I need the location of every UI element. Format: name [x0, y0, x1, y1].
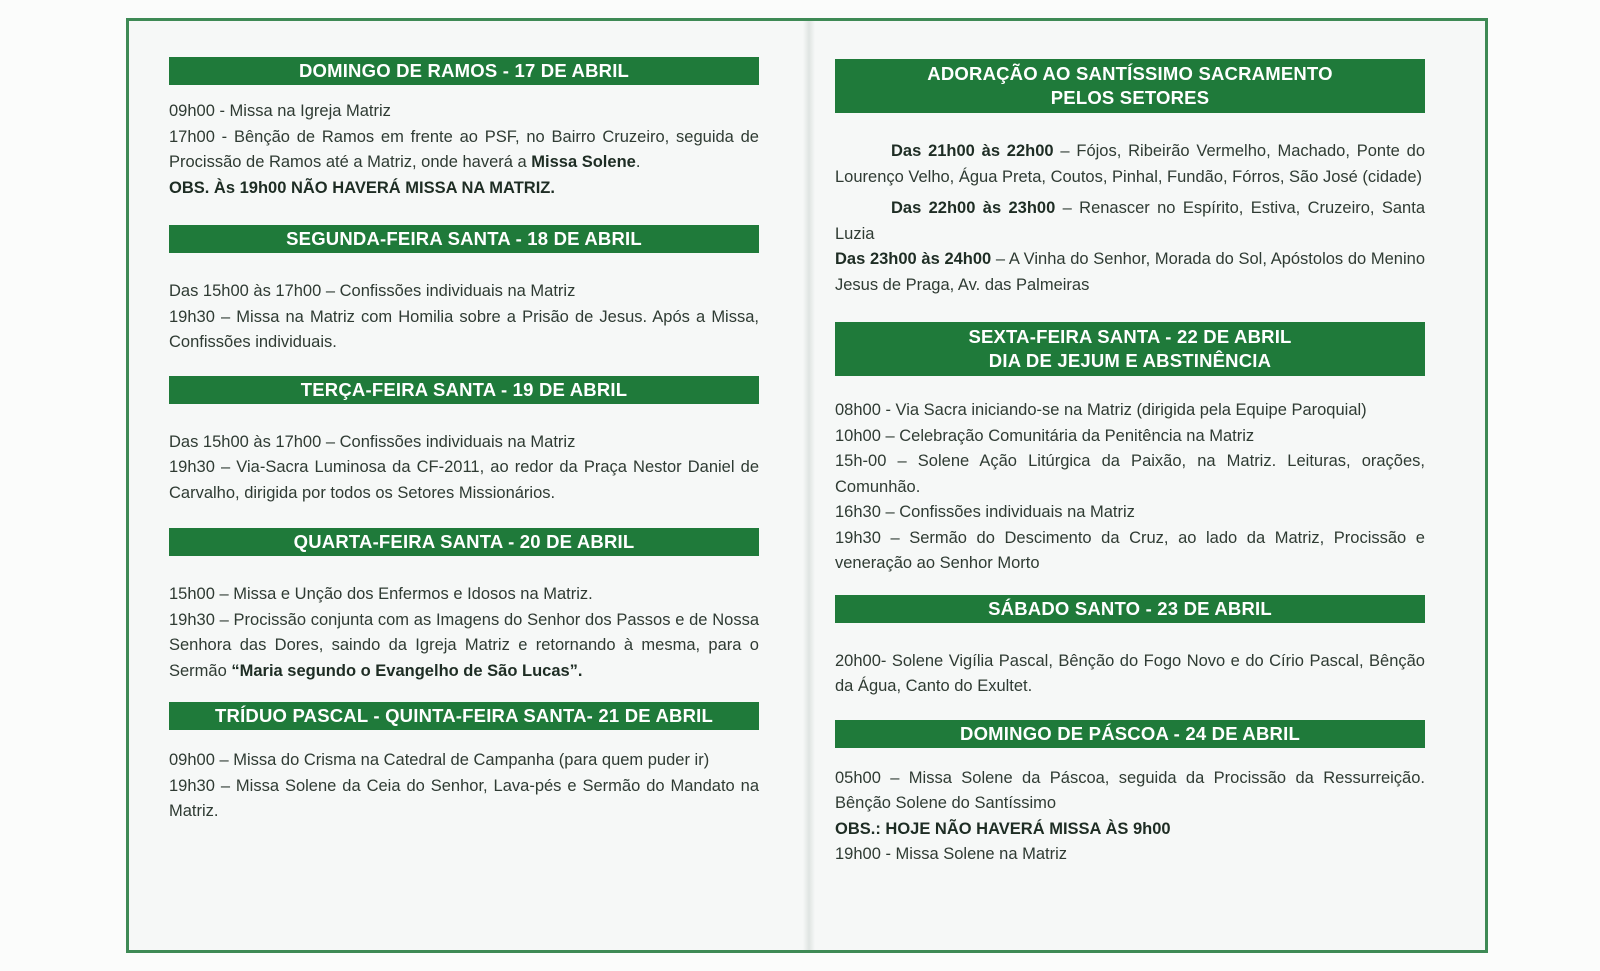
- section-header: SÁBADO SANTO - 23 DE ABRIL: [835, 595, 1425, 623]
- section-header: DOMINGO DE RAMOS - 17 DE ABRIL: [169, 57, 759, 85]
- left-panel: [169, 57, 759, 843]
- section-header: QUARTA-FEIRA SANTA - 20 DE ABRIL: [169, 528, 759, 556]
- section-body: [835, 637, 1425, 700]
- right-panel: [835, 59, 1425, 886]
- schedule-line: 09h00 – Missa do Crisma na Catedral de Campanha (para quem puder ir): [169, 751, 710, 769]
- schedule-line: Das 15h00 às 17h00 – Confissões individuais na Matriz: [169, 432, 576, 451]
- schedule-line: 19h30 – Procissão conjunta com as Imagens do Senhor dos Passos e de Nossa Senhora das Dores, saindo da Igreja Matriz e retornando à mesma, para o Sermão “Maria segundo o Evangelho de São Lucas”.: [169, 610, 759, 680]
- schedule-line: Das 21h00 às 22h00 – Fójos, Ribeirão Vermelho, Machado, Ponte do Lourenço Velho, Água Preta, Coutos, Pinhal, Fundão, Fórros, São José (cidade): [835, 142, 1425, 186]
- section-header: SEGUNDA-FEIRA SANTA - 18 DE ABRIL: [169, 225, 759, 253]
- schedule-line: 20h00- Solene Vigília Pascal, Bênção do Fogo Novo e do Círio Pascal, Bênção da Água, Canto do Exultet.: [835, 651, 1425, 695]
- section-header: TRÍDUO PASCAL - QUINTA-FEIRA SANTA- 21 DE ABRIL: [169, 702, 759, 730]
- section-header: ADORAÇÃO AO SANTÍSSIMO SACRAMENTO PELOS SETORES: [835, 59, 1425, 113]
- section-sexta-feira-santa: [835, 322, 1425, 577]
- schedule-line: 15h-00 – Solene Ação Litúrgica da Paixão, na Matriz. Leituras, orações, Comunhão.: [835, 452, 1425, 496]
- section-body: [169, 418, 759, 507]
- obs-note: OBS.: HOJE NÃO HAVERÁ MISSA ÀS 9h00: [835, 819, 1171, 838]
- schedule-line: 09h00 - Missa na Igreja Matriz: [169, 102, 391, 120]
- section-body: [169, 267, 759, 356]
- section-body: [835, 127, 1425, 298]
- section-terca-feira-santa: [169, 376, 759, 507]
- section-body: [169, 570, 759, 684]
- schedule-line: 10h00 – Celebração Comunitária da Penitência na Matriz: [835, 426, 1255, 445]
- schedule-line: 08h00 - Via Sacra iniciando-se na Matriz (dirigida pela Equipe Paroquial): [835, 401, 1367, 419]
- section-body: [835, 762, 1425, 868]
- schedule-line: 05h00 – Missa Solene da Páscoa, seguida da Procissão da Ressurreição. Bênção Solene do Santíssimo: [835, 768, 1425, 812]
- schedule-line: 19h30 – Missa na Matriz com Homilia sobre a Prisão de Jesus. Após a Missa, Confissões individuais.: [169, 307, 759, 351]
- section-body: [169, 99, 759, 201]
- center-fold: [803, 21, 815, 950]
- schedule-line: 19h30 – Missa Solene da Ceia do Senhor, Lava-pés e Sermão do Mandato na Matriz.: [169, 776, 759, 820]
- section-header: SEXTA-FEIRA SANTA - 22 DE ABRIL DIA DE JEJUM E ABSTINÊNCIA: [835, 322, 1425, 376]
- obs-note: OBS. Às 19h00 NÃO HAVERÁ MISSA NA MATRIZ.: [169, 178, 555, 197]
- schedule-line: Das 22h00 às 23h00 – Renascer no Espírito, Estiva, Cruzeiro, Santa Luzia: [835, 199, 1425, 243]
- section-segunda-feira-santa: [169, 225, 759, 356]
- schedule-line: 16h30 – Confissões individuais na Matriz: [835, 503, 1135, 521]
- schedule-line: 19h30 – Via-Sacra Luminosa da CF-2011, ao redor da Praça Nestor Daniel de Carvalho, dirigida por todos os Setores Missionários.: [169, 458, 759, 502]
- schedule-line: 19h30 – Sermão do Descimento da Cruz, ao lado da Matriz, Procissão e veneração ao Senhor Morto: [835, 528, 1425, 572]
- section-header: DOMINGO DE PÁSCOA - 24 DE ABRIL: [835, 720, 1425, 748]
- section-adoracao: [835, 59, 1425, 298]
- brochure-spread: [126, 18, 1488, 953]
- section-quarta-feira-santa: [169, 528, 759, 684]
- schedule-line: Das 15h00 às 17h00 – Confissões individuais na Matriz: [169, 282, 576, 300]
- schedule-line: 17h00 - Bênção de Ramos em frente ao PSF, no Bairro Cruzeiro, seguida de Procissão de Ramos até a Matriz, onde haverá a Missa Solene.: [169, 127, 759, 171]
- section-domingo-de-pascoa: [835, 720, 1425, 868]
- section-triduo-pascal: [169, 702, 759, 825]
- section-body: [835, 390, 1425, 577]
- schedule-line: 19h00 - Missa Solene na Matriz: [835, 845, 1068, 863]
- section-header: TERÇA-FEIRA SANTA - 19 DE ABRIL: [169, 376, 759, 404]
- schedule-line: Das 23h00 às 24h00 – A Vinha do Senhor, Morada do Sol, Apóstolos do Menino Jesus de Praga, Av. das Palmeiras: [835, 250, 1425, 294]
- schedule-line: 15h00 – Missa e Unção dos Enfermos e Idosos na Matriz.: [169, 585, 593, 603]
- section-sabado-santo: [835, 595, 1425, 700]
- section-body: [169, 744, 759, 825]
- section-domingo-de-ramos: [169, 57, 759, 201]
